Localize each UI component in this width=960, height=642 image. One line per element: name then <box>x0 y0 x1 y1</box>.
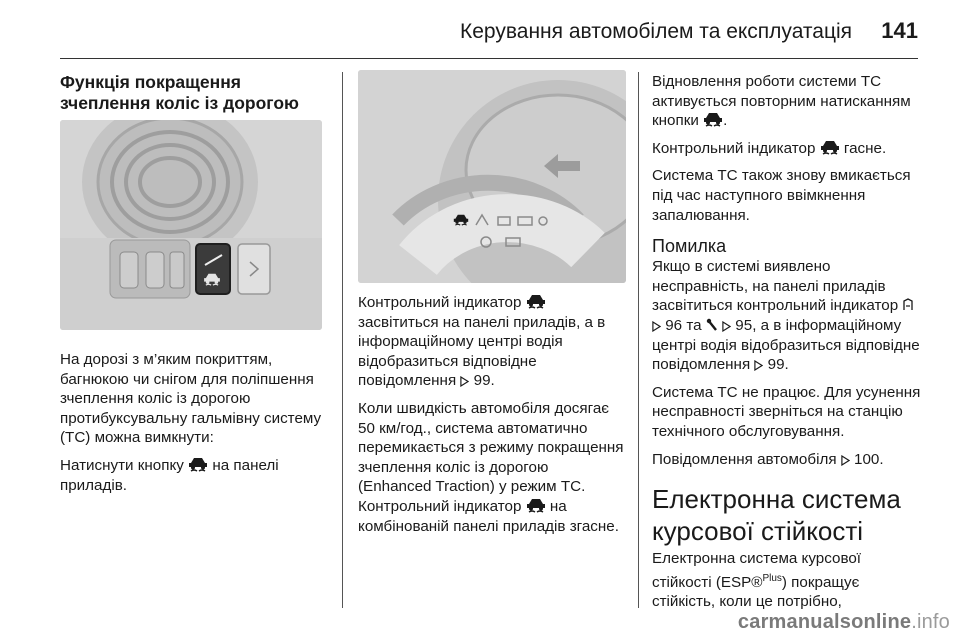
vehicle-messages-pre: Повідомлення автомобіля <box>652 450 837 468</box>
vehicle-messages-ref: 100. <box>854 450 884 468</box>
ref-triangle-icon <box>652 321 661 332</box>
abs-warning-icon <box>902 298 914 312</box>
column-3 <box>652 72 924 620</box>
traction-car-icon <box>526 497 546 513</box>
column-divider-1 <box>342 72 343 608</box>
watermark <box>738 611 950 634</box>
figure-dashboard-button <box>60 120 322 330</box>
traction-car-icon <box>188 456 208 472</box>
ref-triangle-icon <box>754 360 763 371</box>
paragraph-service: Система ТС не працює. Для усунення несправності зверніться на станцію технічного обслуговування. <box>652 383 921 440</box>
paragraph-mud-snow: На дорозі з м’яким покриттям, багнюкою чи снігом для поліпшення зчеплення коліс із дорогою протибуксувальну гальмівну систему (ТС) можна вимкнути: <box>60 351 322 447</box>
paragraph-press-button <box>60 456 332 495</box>
indicator-on-pre: Контрольний індикатор <box>358 294 522 311</box>
esp-post: ) покращує стійкість, коли це потрібно, <box>652 573 860 611</box>
speed-50-post: на комбінованій панелі приладів згасне. <box>358 497 619 535</box>
column-1 <box>60 72 332 503</box>
page-number: 141 <box>881 18 918 43</box>
esp-sup: Plus <box>762 572 782 584</box>
traction-car-icon <box>820 139 840 155</box>
esp-heading: Електронна система курсової стійкості <box>652 484 901 547</box>
fault-text-a: Якщо в системі виявлено несправність, на панелі приладів засвітиться контрольний індикатор <box>652 258 899 315</box>
header-rule <box>60 58 918 59</box>
fault-ref-3: 99. <box>767 356 789 374</box>
fault-heading: Помилка <box>652 236 727 257</box>
paragraph-ignition: Система ТС також знову вмикається під час наступного ввімкнення запалювання. <box>652 167 911 224</box>
ref-triangle-icon <box>722 321 731 332</box>
paragraph-indicator-off <box>652 139 924 159</box>
paragraph-indicator-on <box>358 293 626 391</box>
indicator-on-post: засвітиться на панелі приладів, а в інформаційному центрі водія відобразиться відповідне повідомлення <box>358 313 606 390</box>
indicator-on-ref: 99. <box>473 372 495 390</box>
column-divider-2 <box>638 72 639 608</box>
traction-car-icon <box>526 293 546 309</box>
esp-pre: Електронна система курсової стійкості (ESP® <box>652 550 862 591</box>
traction-car-icon <box>703 111 723 127</box>
column-2 <box>358 72 626 544</box>
watermark-prefix: carmanualsonline <box>737 611 912 633</box>
paragraph-vehicle-messages <box>652 450 924 470</box>
figure-instrument-cluster <box>358 70 626 283</box>
wrench-icon <box>706 318 718 332</box>
page-header <box>0 0 960 60</box>
press-button-post: на панелі приладів. <box>60 456 279 494</box>
watermark-suffix: .info <box>911 611 950 633</box>
press-button-pre: Натиснути кнопку <box>60 456 184 474</box>
section-heading-traction: Функція покращення зчеплення коліс із дорогою <box>60 72 299 113</box>
fault-ref-2: 95, а в інформаційному центрі водія відобразиться відповідне повідомлення <box>652 316 920 374</box>
paragraph-restore <box>652 72 924 131</box>
ref-triangle-icon <box>460 376 469 387</box>
ref-triangle-icon <box>841 455 850 466</box>
restore-pre: Відновлення роботи системи ТС активується повторним натисканням кнопки <box>652 73 911 130</box>
indicator-off-pre: Контрольний індикатор <box>652 139 816 157</box>
speed-50-pre: Коли швидкість автомобіля досягає 50 км/год., система автоматично перемикається з режиму покращення зчеплення коліс із дорогою (Enhanced Traction) у режим ТС. Контрольний індикатор <box>358 399 624 515</box>
restore-post: . <box>723 112 728 130</box>
paragraph-esp <box>652 549 924 612</box>
paragraph-fault <box>652 257 924 375</box>
header-title: Керування автомобілем та експлуатація <box>460 20 853 43</box>
fault-ref-1: 96 та <box>665 316 702 334</box>
paragraph-speed-50 <box>358 399 626 536</box>
indicator-off-post: гасне. <box>843 139 887 157</box>
